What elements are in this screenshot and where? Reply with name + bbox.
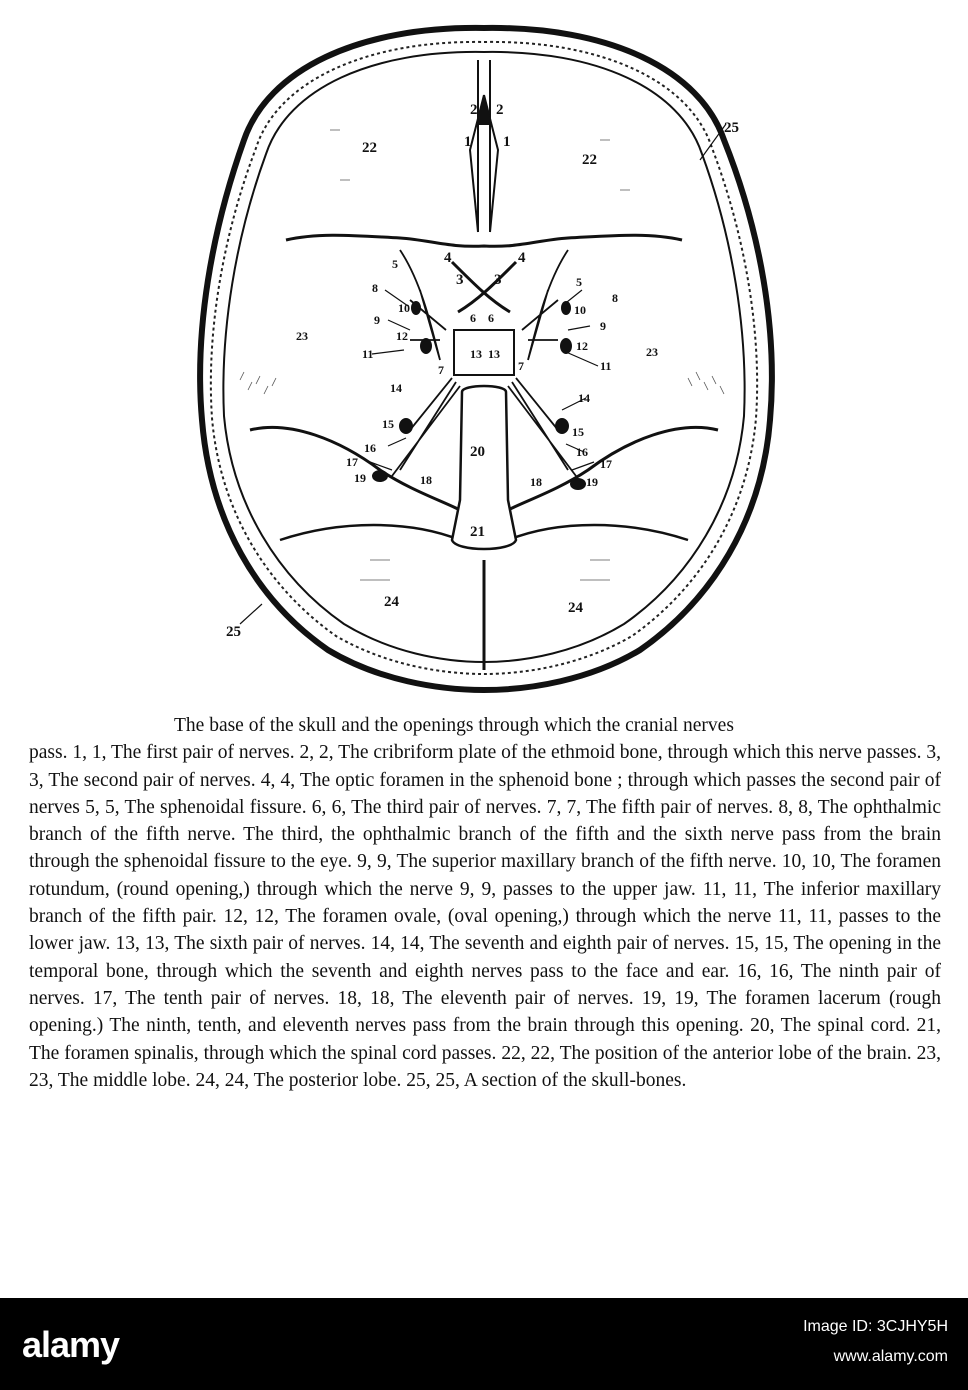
label-6-right: 6: [488, 311, 494, 325]
label-5-left: 5: [392, 257, 398, 271]
stock-url: www.alamy.com: [833, 1348, 948, 1365]
label-15-right: 15: [572, 425, 584, 439]
nerves-left: [392, 250, 460, 476]
label-12-right: 12: [576, 339, 588, 353]
label-12-left: 12: [396, 329, 408, 343]
label-6-left: 6: [470, 311, 476, 325]
label-9-right: 9: [600, 319, 606, 333]
label-24-right: 24: [568, 600, 583, 616]
sella-turcica: [454, 330, 514, 375]
label-2-left: 2: [470, 102, 478, 118]
label-2-right: 2: [496, 102, 504, 118]
figure-caption: [29, 712, 941, 1094]
label-17-left: 17: [346, 455, 358, 469]
label-4-right: 4: [518, 250, 526, 266]
label-10-right: 10: [574, 303, 586, 317]
label-3-left: 3: [456, 272, 464, 288]
label-16-left: 16: [364, 441, 376, 455]
label-25-right: 25: [724, 120, 739, 136]
label-7-right: 7: [518, 359, 524, 373]
label-24-left: 24: [384, 594, 399, 610]
label-23-left: 23: [296, 329, 308, 343]
anterior-fossa-ridge: [286, 235, 682, 246]
label-22-right: 22: [582, 152, 597, 168]
stock-watermark-bar: [0, 1298, 968, 1390]
label-11-right: 11: [600, 359, 612, 373]
label-7-left: 7: [438, 363, 444, 377]
label-8-left: 8: [372, 281, 378, 295]
label-20: 20: [470, 444, 485, 460]
stock-image-id: Image ID: 3CJHY5H: [803, 1318, 948, 1335]
crista-galli: [470, 60, 498, 232]
label-5-right: 5: [576, 275, 582, 289]
petrous-ridge-right: [508, 427, 718, 510]
caption-body: pass. 1, 1, The first pair of nerves. 2, 2, The cribriform plate of the ethmoid bone, through which this nerve passes. 3, 3, The second pair of nerves. 4, 4, The optic foramen in the sphenoid bone ; through which passes the second pair of nerves 5, 5, The sphenoidal fissure. 6, 6, The third pair of nerves. 7, 7, The fifth pair of nerves. 8, 8, The ophthalmic branch of the fifth nerve. The third, the ophthalmic branch of the fifth and the sixth nerve pass from the brain through the sphenoidal fissure to the eye. 9, 9, The superior maxillary branch of the fifth nerve. 10, 10, The foramen rotundum, (round opening,) through which the nerve 9, 9, passes to the upper jaw. 11, 11, The inferior maxillary branch of the fifth pair. 12, 12, The foramen ovale, (oval opening,) through which the nerve 11, 11, passes to the lower jaw. 13, 13, The sixth pair of nerves. 14, 14, The seventh and eighth pair of nerves. 15, 15, The opening in the temporal bone, through which the seventh and eighth nerves pass to the face and ear. 16, 16, The ninth pair of nerves. 17, The tenth pair of nerves. 18, 18, The eleventh pair of nerves. 19, 19, The foramen lacerum (rough opening.) The ninth, tenth, and eleventh nerves pass from the brain through this opening. 20, The spinal cord. 21, The foramen spinalis, through which the spinal cord passes. 22, 22, The position of the anterior lobe of the brain. 23, 23, The middle lobe. 24, 24, The posterior lobe. 25, 25, A section of the skull-bones.: [29, 742, 941, 1091]
skull-outer-wall: [200, 28, 772, 690]
label-14-right: 14: [578, 391, 590, 405]
label-4-left: 4: [444, 250, 452, 266]
label-25-left: 25: [226, 624, 241, 640]
label-17-right: 17: [600, 457, 612, 471]
label-16-right: 16: [576, 445, 588, 459]
label-23-right: 23: [646, 345, 658, 359]
label-9-left: 9: [374, 313, 380, 327]
label-1-left: 1: [464, 134, 472, 150]
label-10-left: 10: [398, 301, 410, 315]
label-3-right: 3: [494, 272, 502, 288]
label-22-left: 22: [362, 140, 377, 156]
label-13-left: 13: [470, 347, 482, 361]
label-13-right: 13: [488, 347, 500, 361]
label-19-right: 19: [586, 475, 598, 489]
label-1-right: 1: [503, 134, 511, 150]
label-18-right: 18: [530, 475, 542, 489]
label-11-left: 11: [362, 347, 374, 361]
stock-logo: alamy: [22, 1324, 120, 1365]
label-8-right: 8: [612, 291, 618, 305]
label-18-left: 18: [420, 473, 432, 487]
label-21: 21: [470, 524, 485, 540]
caption-first-line: The base of the skull and the openings through which the cranial nerves: [174, 715, 734, 736]
label-14-left: 14: [390, 381, 402, 395]
label-15-left: 15: [382, 417, 394, 431]
label-19-left: 19: [354, 471, 366, 485]
